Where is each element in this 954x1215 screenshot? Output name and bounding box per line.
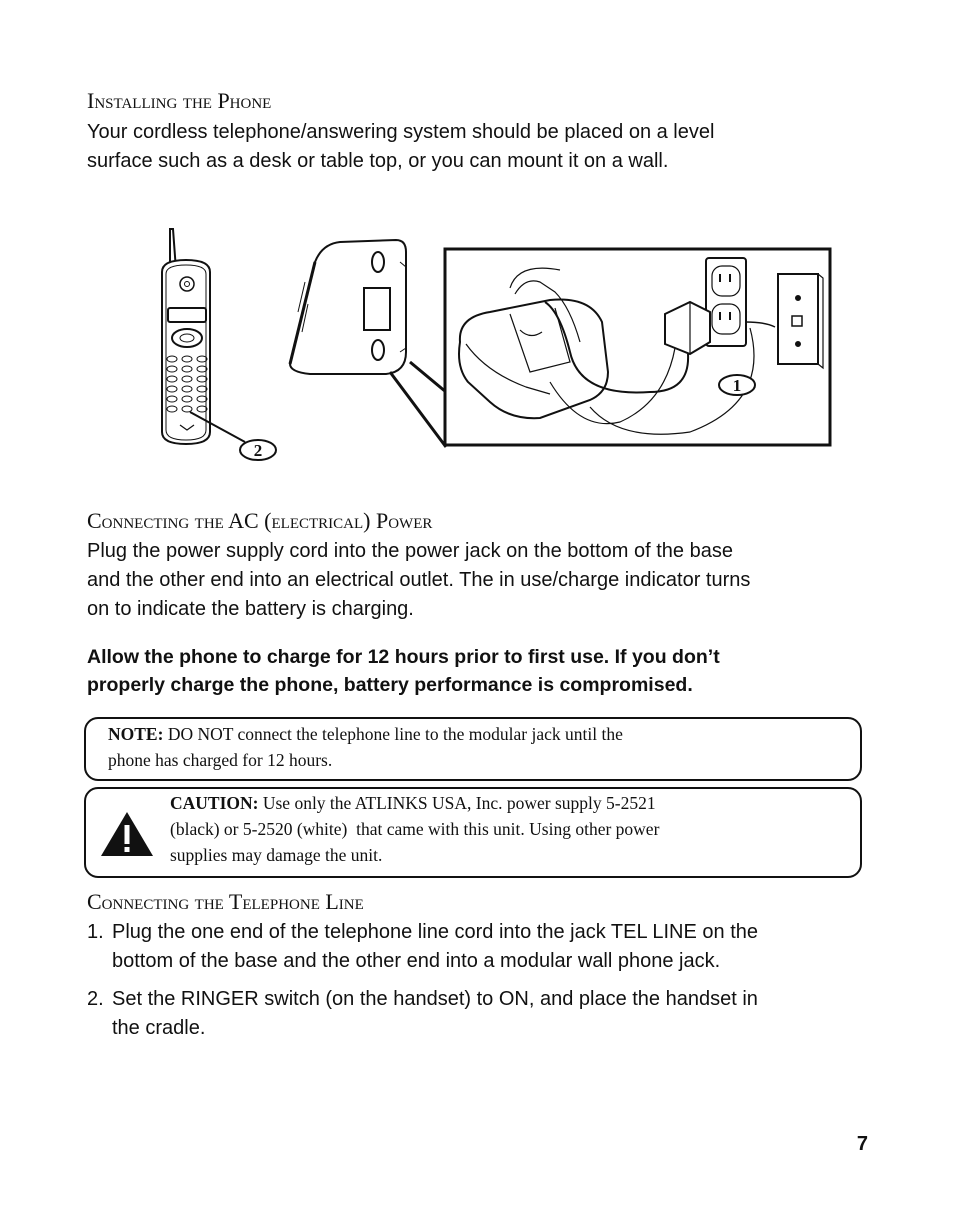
section-title-telephone-line: Connecting the Telephone Line — [87, 889, 364, 914]
note-line2: phone has charged for 12 hours. — [108, 750, 333, 770]
callout-2-label: 2 — [253, 441, 263, 460]
base-unit-drawing — [290, 240, 406, 374]
installation-illustration — [150, 222, 840, 472]
caution-line1 — [170, 790, 850, 816]
note-label: NOTE: — [108, 724, 164, 744]
ac-body-line1: Plug the power supply cord into the power jack on the bottom of the base — [87, 540, 733, 562]
note-text-1: DO NOT connect the telephone line to the modular jack until the — [167, 724, 623, 744]
note-line1 — [108, 721, 848, 747]
ac-body-line3: on to indicate the battery is charging. — [87, 598, 414, 620]
step-1-line1: Plug the one end of the telephone line cord into the jack TEL LINE on the — [112, 921, 759, 943]
section-title-ac-power: Connecting the AC (electrical) Power — [87, 508, 433, 533]
step-1-line2: bottom of the base and the other end into a modular wall phone jack. — [112, 950, 721, 972]
charge-warning-line2: properly charge the phone, battery performance is compromised. — [87, 674, 693, 696]
step-2-number: 2. — [87, 988, 104, 1010]
handset-drawing — [162, 229, 245, 444]
caution-label: CAUTION: — [170, 793, 259, 813]
page-number: 7 — [856, 1133, 868, 1155]
ac-body-line2: and the other end into an electrical outlet. The in use/charge indicator turns — [87, 569, 751, 591]
install-body-line2: surface such as a desk or table top, or you can mount it on a wall. — [87, 150, 669, 172]
warning-triangle-icon — [98, 809, 156, 859]
note-box — [84, 717, 862, 781]
section-title-installing: Installing the Phone — [87, 88, 272, 113]
step-2-line2: the cradle. — [112, 1017, 206, 1039]
install-body-line1: Your cordless telephone/answering system should be placed on a level — [87, 121, 715, 143]
step-2-line1: Set the RINGER switch (on the handset) to ON, and place the handset in — [112, 988, 758, 1010]
caution-line2: (black) or 5-2520 (white) that came with this unit. Using other power — [170, 819, 660, 839]
caution-box — [84, 787, 862, 878]
callout-1-label: 1 — [732, 376, 742, 395]
callout-2 — [240, 440, 276, 460]
charge-warning-line1: Allow the phone to charge for 12 hours prior to first use. If you don’t — [87, 646, 720, 668]
caution-text-1: Use only the ATLINKS USA, Inc. power supply 5-2521 — [262, 793, 656, 813]
caution-line3: supplies may damage the unit. — [170, 845, 383, 865]
step-1-number: 1. — [87, 921, 104, 943]
